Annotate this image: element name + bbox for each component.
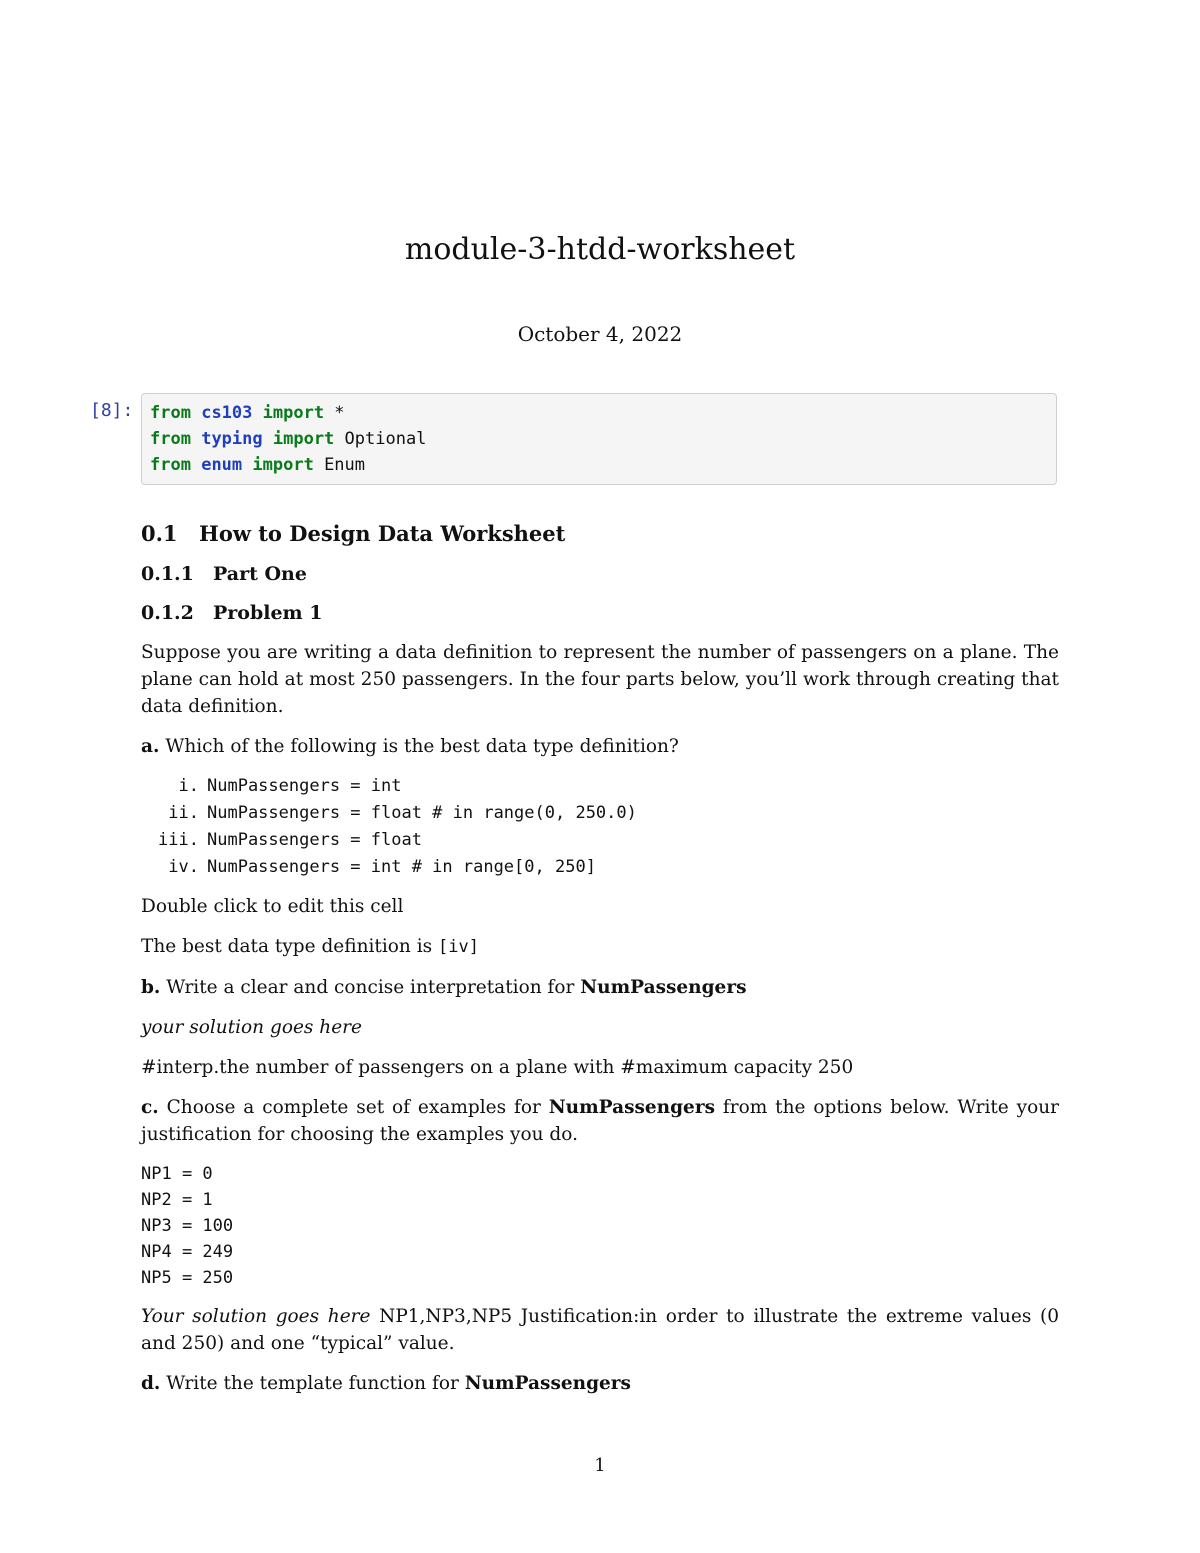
- option-number: ii.: [168, 803, 199, 823]
- part-c-question: [141, 1094, 1059, 1148]
- question-text: from the options below. Write your justification for choosing the examples you do.: [141, 1097, 1059, 1145]
- example-line: NP2 = 1: [141, 1190, 213, 1210]
- example-line: NP5 = 250: [141, 1268, 234, 1288]
- option-text: NumPassengers = int # in range[0, 250]: [207, 857, 596, 877]
- section-number: 0.1: [141, 521, 178, 546]
- answer-text: NP1,NP3,NP5 Justification:in order to illustrate the extreme values (0 and 250) and one “typical” value.: [141, 1306, 1059, 1354]
- example-list: [141, 1161, 1059, 1291]
- code-module: typing: [201, 429, 263, 449]
- solution-placeholder: Your solution goes here: [141, 1306, 371, 1327]
- question-text: Write the template function for: [166, 1373, 459, 1394]
- term: NumPassengers: [548, 1097, 715, 1118]
- part-a-question: [141, 733, 1059, 760]
- option-list: [141, 773, 1059, 881]
- example-line: NP4 = 249: [141, 1242, 234, 1262]
- part-b-answer[interactable]: #interp.the number of passengers on a plane with #maximum capacity 250: [141, 1057, 854, 1078]
- code-line: [150, 426, 1048, 452]
- code-keyword: from: [150, 455, 191, 475]
- section-number: 0.1.1: [141, 563, 194, 585]
- question-text: Write a clear and concise interpretation for: [166, 977, 575, 998]
- part-label: c.: [141, 1097, 159, 1118]
- subsection-heading: [141, 600, 1059, 627]
- example-line: NP1 = 0: [141, 1164, 213, 1184]
- code-line: [150, 400, 1048, 426]
- notebook-content: [141, 520, 1059, 1410]
- cell-prompt: [8]:: [90, 400, 134, 421]
- term: NumPassengers: [464, 1373, 631, 1394]
- option-item: [141, 773, 1059, 800]
- code-keyword: import: [262, 403, 325, 423]
- section-title: Part One: [213, 563, 307, 585]
- option-number: i.: [178, 776, 199, 796]
- option-item: [141, 827, 1059, 854]
- page-number: 1: [594, 1455, 606, 1476]
- intro-paragraph: Suppose you are writing a data definition to represent the number of passengers on a plane. The plane can hold at most 250 passengers. In the four parts below, you’ll work through creating that data definition.: [141, 642, 1059, 717]
- section-heading: [141, 520, 1059, 547]
- answer-text: The best data type definition is: [141, 936, 438, 957]
- solution-placeholder[interactable]: your solution goes here: [141, 1017, 362, 1038]
- question-text: Which of the following is the best data type definition?: [165, 736, 679, 757]
- code-keyword: from: [150, 429, 191, 449]
- edit-cell-note[interactable]: Double click to edit this cell: [141, 896, 404, 917]
- code-keyword: from: [150, 403, 191, 423]
- code-text: Enum: [313, 455, 366, 475]
- part-c-answer[interactable]: [141, 1303, 1059, 1357]
- option-item: [141, 800, 1059, 827]
- document-title: module-3-htdd-worksheet: [404, 232, 796, 267]
- code-module: cs103: [201, 403, 253, 423]
- section-title: How to Design Data Worksheet: [199, 521, 566, 546]
- subsection-heading: [141, 561, 1059, 588]
- code-keyword: import: [272, 429, 335, 449]
- code-module: enum: [201, 455, 243, 475]
- section-title: Problem 1: [213, 602, 323, 624]
- code-line: [150, 452, 1048, 478]
- answer-value: [iv]: [438, 937, 479, 957]
- question-text: Choose a complete set of examples for: [166, 1097, 541, 1118]
- document-date: October 4, 2022: [517, 322, 683, 346]
- part-label: a.: [141, 736, 160, 757]
- term: NumPassengers: [580, 977, 747, 998]
- part-label: b.: [141, 977, 161, 998]
- option-number: iii.: [158, 830, 199, 850]
- part-d-question: [141, 1370, 1059, 1397]
- part-b-question: [141, 974, 1059, 1001]
- example-line: NP3 = 100: [141, 1216, 234, 1236]
- part-label: d.: [141, 1373, 161, 1394]
- code-keyword: import: [252, 455, 314, 475]
- code-text: *: [324, 403, 345, 423]
- section-number: 0.1.2: [141, 602, 194, 624]
- option-item: [141, 854, 1059, 881]
- part-a-answer[interactable]: [141, 933, 1059, 961]
- option-number: iv.: [168, 857, 199, 877]
- option-text: NumPassengers = int: [207, 776, 402, 796]
- code-cell[interactable]: [141, 393, 1057, 485]
- code-text: Optional: [334, 429, 427, 449]
- option-text: NumPassengers = float: [207, 830, 422, 850]
- option-text: NumPassengers = float # in range(0, 250.0): [207, 803, 637, 823]
